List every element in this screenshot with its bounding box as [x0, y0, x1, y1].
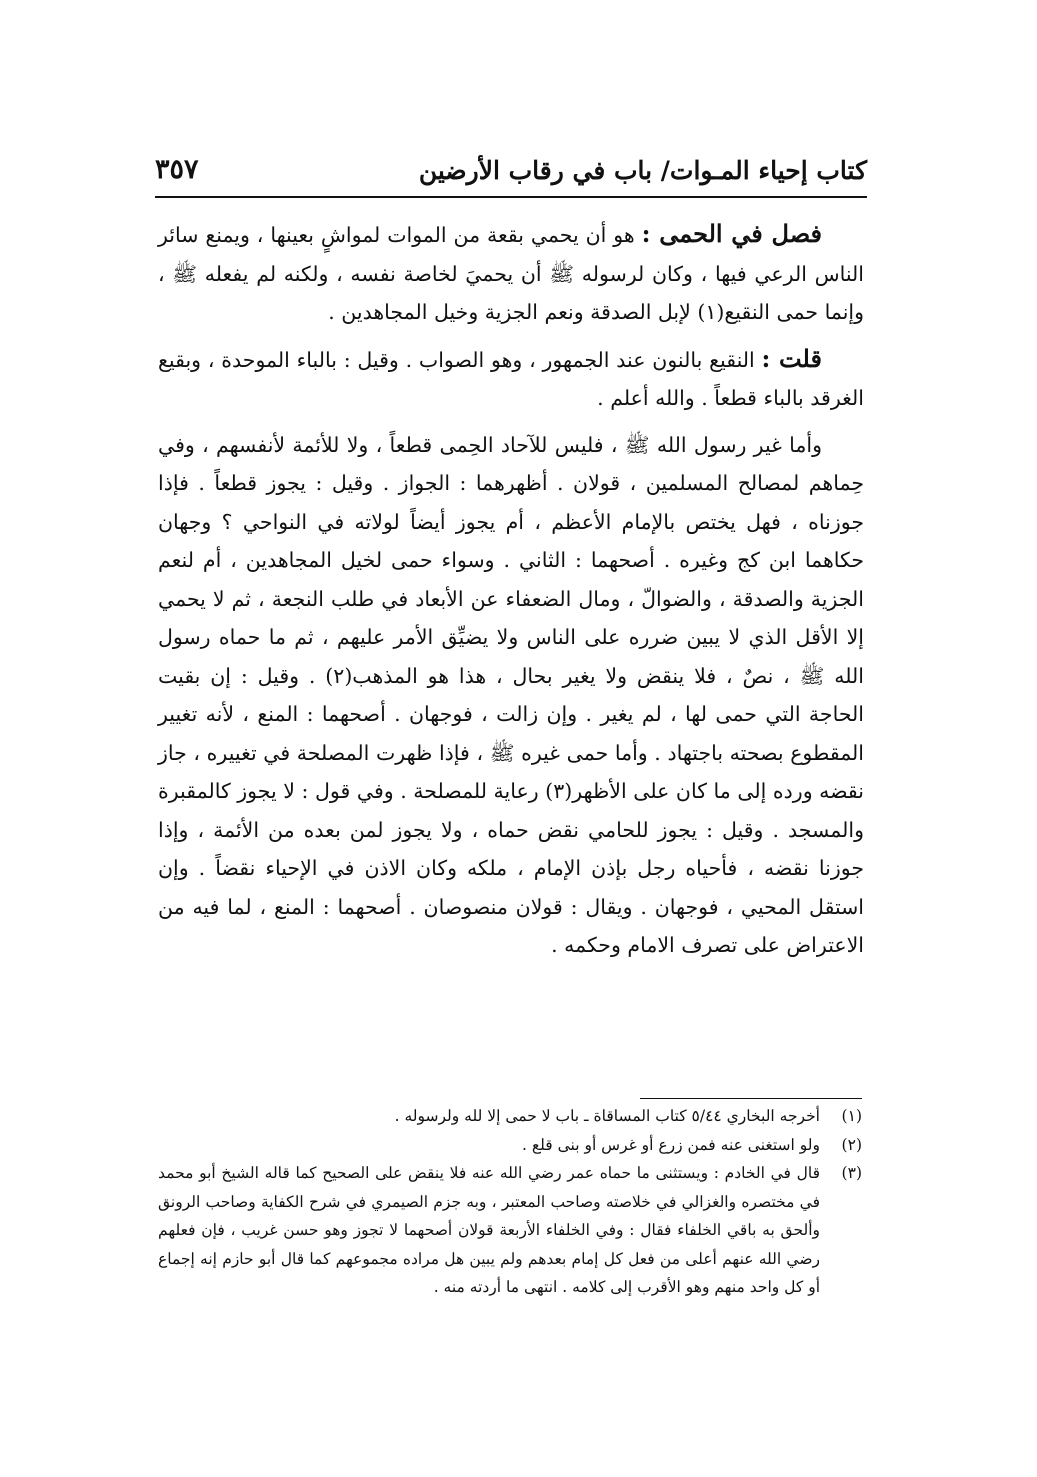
- footnote-number: (٢): [841, 1135, 862, 1154]
- footnote-number: (٣): [841, 1164, 862, 1182]
- paragraph-others-hima: وأما غير رسول الله ﷺ ، فليس للآحاد الحِمى قطعاً ، ولا للأئمة لأنفسهم ، وفي حِماهم لمصالح المسلمين ، قولان . أظهرهما : الجواز . وقيل : يجوز قطعاً . فإذا جوزناه ، فهل يختص بالإمام الأعظم ، أم يجوز أيضاً لولاته في النواحي ؟ وجهان حكاهما ابن كج وغيره . أصحهما : الثاني . وسواء حمى لخيل المجاهدين ، أم لنعم الجزية والصدقة ، والضوالّ ، ومال الضعفاء عن الأبعاد في طلب النجعة ، ثم لا يحمي إلا الأقل الذي لا يبين ضرره على الناس ولا يضيِّق الأمر عليهم ، ثم ما حماه رسول الله ﷺ ، نصٌ ، فلا ينقض ولا يغير بحال ، هذا هو المذهب(٢) . وقيل : إن بقيت الحاجة التي حمى لها ، لم يغير . وإن زالت ، فوجهان . أصحهما : المنع ، لأنه تغيير المقطوع بصحته باجتهاد . وأما حمى غيره ﷺ ، فإذا ظهرت المصلحة في تغييره ، جاز نقضه ورده إلى ما كان على الأظهر(٣) رعاية للمصلحة . وفي قول : لا يجوز كالمقبرة والمسجد . وقيل : يجوز للحامي نقض حماه ، ولا يجوز لمن بعده من الأئمة ، وإذا جوزنا نقضه ، فأحياه رجل بإذن الإمام ، ملكه وكان الاذن في الإحياء نقضاً . وإن استقل المحيي ، فوجهان . ويقال : قولان منصوصان . أصحهما : المنع ، لما فيه من الاعتراض على تصرف الامام وحكمه .: [158, 432, 865, 957]
- paragraph-text: هو أن يحمي بقعة من الموات لمواشٍ بعينها ، ويمنع سائر الناس الرعي فيها ، وكان لرسوله ﷺ أن يحميَ لخاصة نفسه ، ولكنه لم يفعله ﷺ ، وإنما حمى النقيع(١) لإبل الصدقة ونعم الجزية وخيل المجاهدين .: [158, 223, 864, 324]
- page-header: [155, 150, 867, 194]
- footnote-text: قال في الخادم : ويستثنى ما حماه عمر رضي الله عنه فلا ينقض على الصحيح كما قاله الشيخ أبو محمد في مختصره والغزالي في خلاصته وصاحب المعتبر ، وبه جزم الصيمري في شرح الكفاية وصاحب الرونق وألحق به باقي الخلفاء فقال : وفي الخلفاء الأربعة قولان أصحهما لا تجوز وهو حسن غريب ، فإن فعلهم رضي الله عنهم أعلى من فعل كل إمام بعدهم ولم يبين هل مراده مجموعهم كما قال أبو حازم إنه إجماع أو كل واحد منهم وهو الأقرب إلى كلامه . انتهى ما أردته منه .: [158, 1164, 820, 1296]
- paragraph-commentary: [158, 340, 864, 418]
- commentary-label: قلت :: [761, 343, 822, 373]
- footnote-text: أخرجه البخاري ٥/٤٤ كتاب المساقاة ـ باب لا حمى إلا لله ولرسوله .: [394, 1107, 820, 1125]
- footnote: [158, 1102, 864, 1131]
- paragraph-hima-definition: [158, 215, 864, 332]
- footnote-text: ولو استغنى عنه فمن زرع أو غرس أو بنى قلع .: [522, 1135, 820, 1154]
- page-number: ٣٥٧: [155, 154, 199, 185]
- footnote: [158, 1159, 864, 1302]
- footnote-number: (١): [841, 1107, 862, 1125]
- footnote: [158, 1131, 864, 1160]
- paragraph-text: النقيع بالنون عند الجمهور ، وهو الصواب . وقيل : بالباء الموحدة ، وبقيع الغرقد بالباء قطعاً . والله أعلم .: [158, 347, 864, 410]
- footnotes: [158, 1102, 864, 1302]
- running-title: كتاب إحياء المـوات/ باب في رقاب الأرضين: [418, 156, 867, 185]
- section-heading: فصل في الحمى :: [641, 219, 822, 248]
- header-rule: [155, 196, 867, 198]
- main-text: [158, 215, 864, 965]
- footnote-rule: [640, 1098, 862, 1099]
